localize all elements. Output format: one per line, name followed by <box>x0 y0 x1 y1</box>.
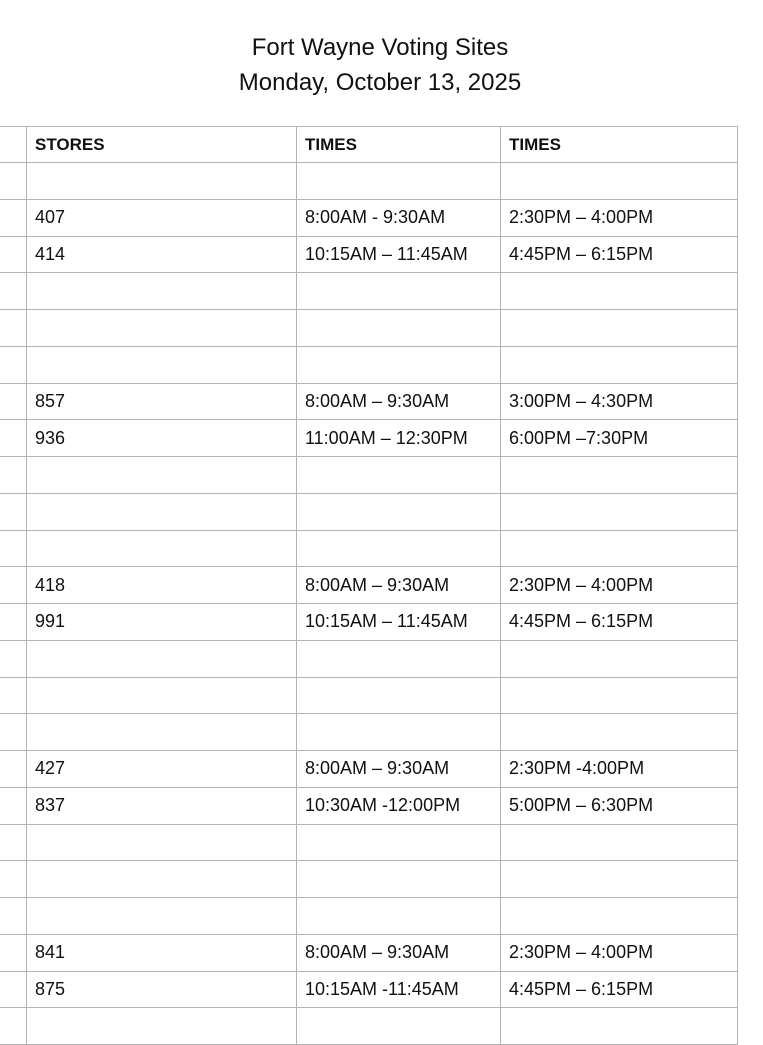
store-cell: 841 <box>27 935 297 971</box>
time-slot-1-cell: 10:15AM -11:45AM <box>297 972 501 1008</box>
time-slot-1-cell <box>297 641 501 677</box>
time-slot-1-cell: 11:00AM – 12:30PM <box>297 420 501 456</box>
store-cell <box>27 163 297 199</box>
time-slot-2-cell: 4:45PM – 6:15PM <box>501 604 738 640</box>
page-title: Fort Wayne Voting Sites <box>251 34 509 61</box>
row-gutter-cell <box>0 163 27 199</box>
row-gutter-cell <box>0 273 27 309</box>
time-slot-2-cell: 2:30PM -4:00PM <box>501 751 738 787</box>
table-row <box>0 237 738 274</box>
time-slot-2-cell: 2:30PM – 4:00PM <box>501 567 738 603</box>
table-row <box>0 310 738 347</box>
time-slot-1-cell: 8:00AM – 9:30AM <box>297 935 501 971</box>
row-gutter-cell <box>0 1008 27 1044</box>
table-row <box>0 494 738 531</box>
page-date: Monday, October 13, 2025 <box>238 69 522 96</box>
table-row <box>0 347 738 384</box>
table-row <box>0 898 738 935</box>
store-cell: 875 <box>27 972 297 1008</box>
table-row <box>0 420 738 457</box>
time-slot-1-cell <box>297 898 501 934</box>
table-body <box>0 163 738 1045</box>
time-slot-1-cell <box>297 714 501 750</box>
time-slot-1-cell <box>297 494 501 530</box>
time-slot-1-cell <box>297 678 501 714</box>
time-slot-1-cell <box>297 163 501 199</box>
time-slot-1-cell: 8:00AM – 9:30AM <box>297 751 501 787</box>
store-cell: 414 <box>27 237 297 273</box>
time-slot-1-cell <box>297 347 501 383</box>
time-slot-2-cell <box>501 714 738 750</box>
time-slot-2-cell: 4:45PM – 6:15PM <box>501 237 738 273</box>
row-gutter-cell <box>0 641 27 677</box>
time-slot-2-cell: 3:00PM – 4:30PM <box>501 384 738 420</box>
time-slot-1-cell <box>297 457 501 493</box>
time-slot-1-cell: 8:00AM – 9:30AM <box>297 384 501 420</box>
time-slot-2-cell: 2:30PM – 4:00PM <box>501 935 738 971</box>
time-slot-2-cell <box>501 273 738 309</box>
store-cell: 427 <box>27 751 297 787</box>
table-row <box>0 200 738 237</box>
store-cell <box>27 1008 297 1044</box>
table-row <box>0 788 738 825</box>
row-gutter-cell <box>0 678 27 714</box>
table-row <box>0 457 738 494</box>
row-gutter-cell <box>0 935 27 971</box>
row-gutter-cell <box>0 200 27 236</box>
table-row <box>0 1008 738 1045</box>
time-slot-1-cell: 8:00AM - 9:30AM <box>297 200 501 236</box>
time-slot-2-cell <box>501 1008 738 1044</box>
time-slot-2-cell: 5:00PM – 6:30PM <box>501 788 738 824</box>
time-slot-2-cell <box>501 310 738 346</box>
store-cell: 407 <box>27 200 297 236</box>
time-slot-2-cell <box>501 641 738 677</box>
store-cell: 936 <box>27 420 297 456</box>
store-cell <box>27 457 297 493</box>
document-header <box>0 30 760 100</box>
row-gutter-cell <box>0 567 27 603</box>
store-cell <box>27 531 297 567</box>
store-cell <box>27 494 297 530</box>
store-cell: 418 <box>27 567 297 603</box>
row-gutter-cell <box>0 420 27 456</box>
store-cell <box>27 898 297 934</box>
table-row <box>0 641 738 678</box>
time-slot-2-cell <box>501 861 738 897</box>
store-cell: 857 <box>27 384 297 420</box>
store-cell <box>27 641 297 677</box>
row-gutter-cell <box>0 825 27 861</box>
store-cell <box>27 825 297 861</box>
time-slot-1-cell <box>297 861 501 897</box>
row-gutter-cell <box>0 310 27 346</box>
column-header-times-1: TIMES <box>297 127 501 162</box>
table-row <box>0 678 738 715</box>
table-row <box>0 604 738 641</box>
time-slot-2-cell <box>501 825 738 861</box>
row-gutter-cell <box>0 384 27 420</box>
time-slot-2-cell: 2:30PM – 4:00PM <box>501 200 738 236</box>
table-row <box>0 714 738 751</box>
row-gutter-cell <box>0 788 27 824</box>
schedule-table <box>0 126 738 1045</box>
table-row <box>0 935 738 972</box>
table-row <box>0 163 738 200</box>
time-slot-2-cell: 4:45PM – 6:15PM <box>501 972 738 1008</box>
time-slot-1-cell <box>297 310 501 346</box>
row-gutter-cell <box>0 457 27 493</box>
table-row <box>0 567 738 604</box>
row-gutter-cell <box>0 531 27 567</box>
time-slot-2-cell <box>501 163 738 199</box>
table-row <box>0 531 738 568</box>
time-slot-2-cell <box>501 898 738 934</box>
store-cell <box>27 310 297 346</box>
store-cell <box>27 347 297 383</box>
column-header-times-2: TIMES <box>501 127 738 162</box>
time-slot-1-cell: 8:00AM – 9:30AM <box>297 567 501 603</box>
row-gutter-cell <box>0 751 27 787</box>
store-cell <box>27 714 297 750</box>
row-gutter-cell <box>0 347 27 383</box>
time-slot-2-cell <box>501 678 738 714</box>
time-slot-1-cell: 10:30AM -12:00PM <box>297 788 501 824</box>
store-cell <box>27 861 297 897</box>
row-gutter-cell <box>0 714 27 750</box>
row-gutter-cell <box>0 898 27 934</box>
row-gutter-cell <box>0 127 27 162</box>
row-gutter-cell <box>0 237 27 273</box>
time-slot-1-cell: 10:15AM – 11:45AM <box>297 604 501 640</box>
table-row <box>0 972 738 1009</box>
time-slot-2-cell <box>501 494 738 530</box>
time-slot-1-cell <box>297 1008 501 1044</box>
row-gutter-cell <box>0 604 27 640</box>
store-cell <box>27 678 297 714</box>
time-slot-1-cell <box>297 531 501 567</box>
time-slot-1-cell: 10:15AM – 11:45AM <box>297 237 501 273</box>
time-slot-2-cell: 6:00PM –7:30PM <box>501 420 738 456</box>
store-cell: 837 <box>27 788 297 824</box>
table-row <box>0 751 738 788</box>
store-cell <box>27 273 297 309</box>
time-slot-1-cell <box>297 273 501 309</box>
row-gutter-cell <box>0 861 27 897</box>
column-header-stores: STORES <box>27 127 297 162</box>
table-row <box>0 861 738 898</box>
time-slot-2-cell <box>501 531 738 567</box>
time-slot-2-cell <box>501 347 738 383</box>
table-row <box>0 825 738 862</box>
store-cell: 991 <box>27 604 297 640</box>
table-row <box>0 273 738 310</box>
time-slot-2-cell <box>501 457 738 493</box>
row-gutter-cell <box>0 972 27 1008</box>
time-slot-1-cell <box>297 825 501 861</box>
table-header-row <box>0 126 738 163</box>
table-row <box>0 384 738 421</box>
row-gutter-cell <box>0 494 27 530</box>
